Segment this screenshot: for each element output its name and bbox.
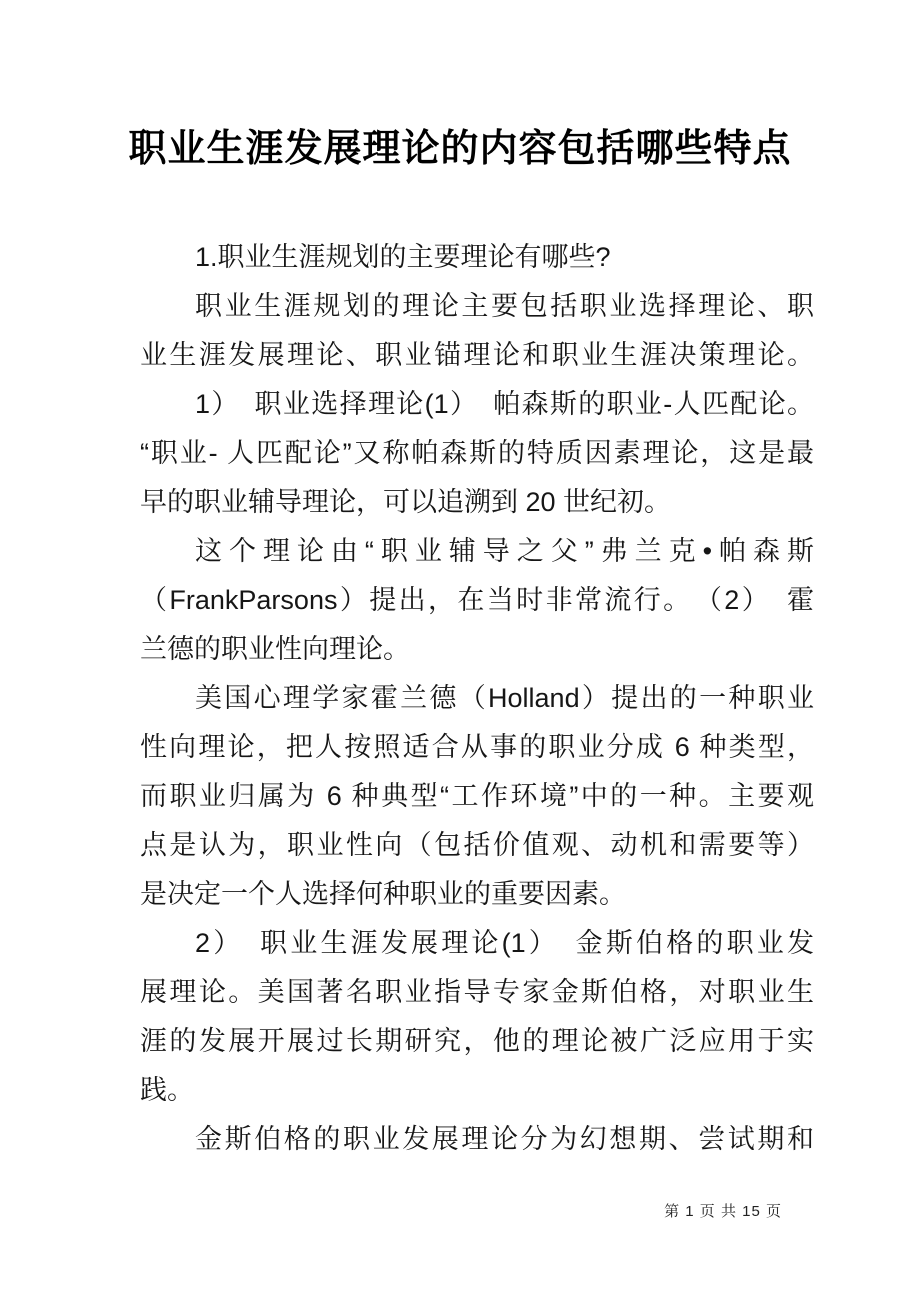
text-line: “职业- 人匹配论”又称帕森斯的特质因素理论，这是最: [140, 438, 814, 468]
text-line: 涯的发展开展过长期研究，他的理论被广泛应用于实: [140, 1026, 814, 1056]
document-body: [140, 233, 814, 1164]
text-line: 展理论。美国著名职业指导专家金斯伯格，对职业生: [140, 977, 814, 1007]
text-line: 1） 职业选择理论(1） 帕森斯的职业-人匹配论。: [195, 389, 814, 419]
text-line: 早的职业辅导理论，可以追溯到 20 世纪初。: [140, 487, 672, 517]
text-line: 性向理论，把人按照适合从事的职业分成 6 种类型，: [140, 732, 814, 762]
text-line: 1.职业生涯规划的主要理论有哪些?: [195, 242, 611, 272]
text-line: 美国心理学家霍兰德（Holland）提出的一种职业: [195, 683, 814, 713]
page-footer: [664, 1200, 782, 1224]
text-line: 职业生涯规划的理论主要包括职业选择理论、职: [195, 291, 814, 321]
text-line: （FrankParsons）提出，在当时非常流行。 （2） 霍: [140, 585, 814, 615]
text-line: 业生涯发展理论、职业锚理论和职业生涯决策理论。: [140, 340, 814, 370]
text-line: 兰德的职业性向理论。: [140, 634, 410, 664]
page-number-text: 第 1 页 共 15 页: [664, 1203, 782, 1220]
text-line: 这个理论由“职业辅导之父”弗兰克•帕森斯: [195, 536, 814, 566]
text-line: 践。: [140, 1075, 194, 1105]
document-title: 职业生涯发展理论的内容包括哪些特点: [128, 128, 792, 170]
text-line: 而职业归属为 6 种典型“工作环境”中的一种。主要观: [140, 781, 814, 811]
text-line: 2） 职业生涯发展理论(1） 金斯伯格的职业发: [195, 928, 814, 958]
text-line: 金斯伯格的职业发展理论分为幻想期、尝试期和: [195, 1124, 814, 1154]
text-line: 点是认为，职业性向（包括价值观、动机和需要等）: [140, 830, 814, 860]
text-line: 是决定一个人选择何种职业的重要因素。: [140, 879, 626, 909]
